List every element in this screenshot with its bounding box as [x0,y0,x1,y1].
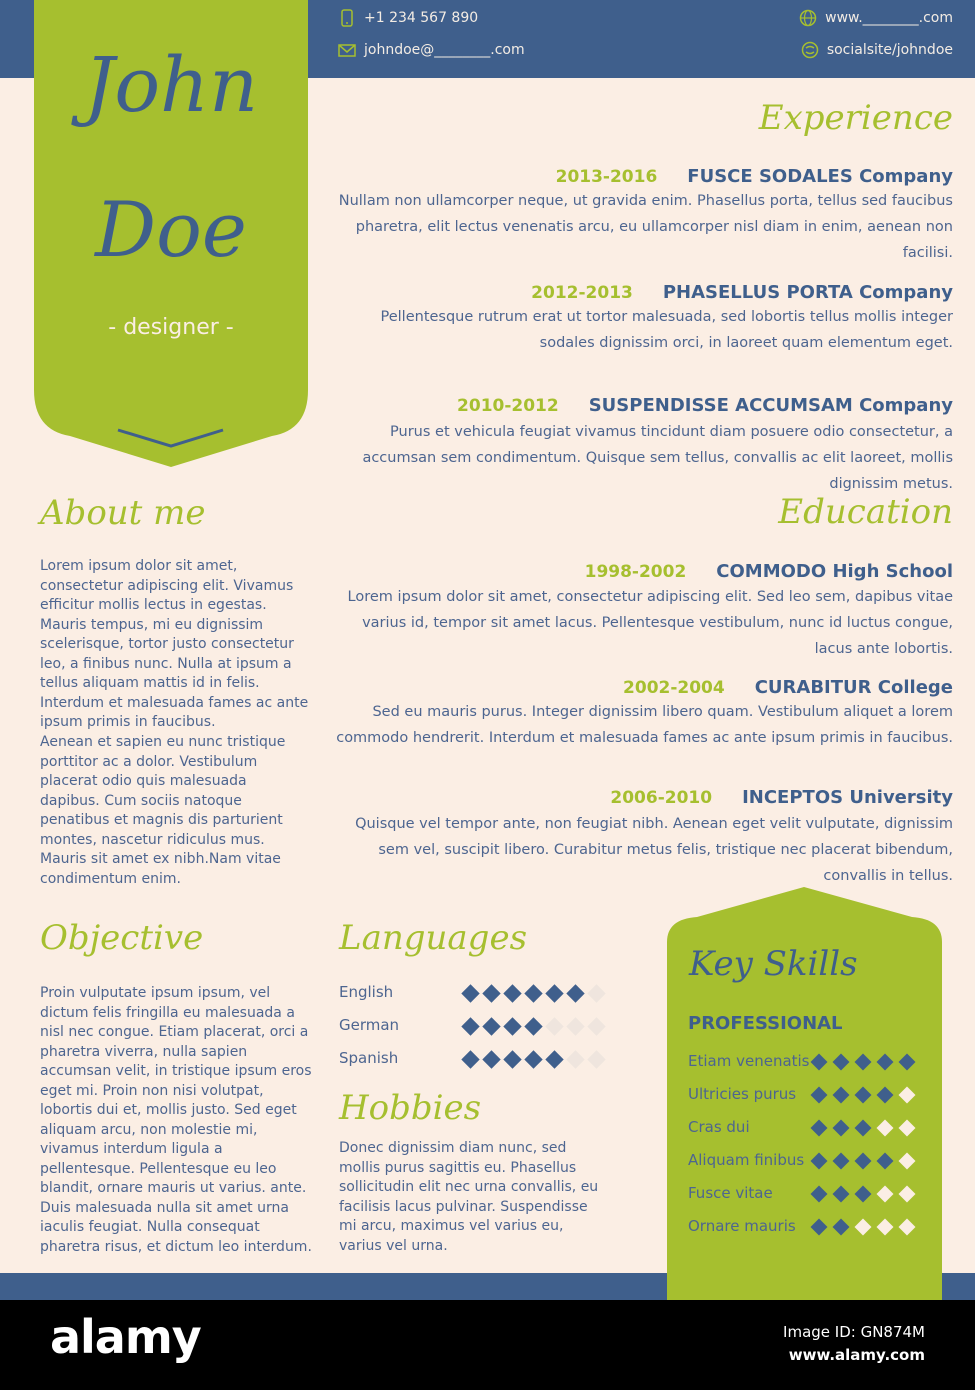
globe-icon [799,9,817,27]
experience-company: PHASELLUS PORTA Company [662,282,953,303]
rating-diamond [877,1186,894,1203]
rating-diamond [503,1017,521,1035]
skill-label: Cras dui [688,1118,750,1136]
objective-text: Proin vulputate ipsum ipsum, vel dictum felis fringilla eu malesuada a nisl nec congue. Etiam placerat, orci a pharetra viverra, nulla sapien accumsan velit, in tristique ipsum eros eget mi. Proin non nisi volutpat, lobortis dui et, mollis justo. Sed eget aliquam arcu, non molestie mi, vivamus interdum ligula a pellentesque. Pellentesque eu leo blandit, ornare mauris ut varius. ante. Duis malesuada nulla sit amet urna iaculis feugiat. Nulla consequat pharetra risus, et dictum leo interdum. [40,985,312,1255]
rating-diamond [833,1087,850,1104]
education-description: Lorem ipsum dolor sit amet, consectetur adipiscing elit. Sed leo sem, dapibus vitae varius id, tempor sit amet lacus. Pellentesque vestibulum, nunc id luctus congue, lacus ante lobortis. [347,589,953,657]
rating-diamond [833,1153,850,1170]
skill-rating [810,1056,916,1068]
rating-diamond [524,984,542,1002]
rating-diamond [855,1186,872,1203]
language-label: German [339,1016,400,1034]
rating-diamond [461,1050,479,1068]
about-paragraph: Aenean et sapien eu nunc tristique porttitor ac a dolor. Vestibulum placerat odio quis malesuada dapibus. Cum sociis natoque penatibus et magnis dis parturient montes, nascetur ridiculus mus. Mauris sit amet ex nibh.Nam vitae condimentum enim. [40,734,286,887]
about-paragraph: Lorem ipsum dolor sit amet, consectetur adipiscing elit. Vivamus efficitur mollis lectus in egestas. Mauris tempus, mi eu dignissim scelerisque, tortor justo consectetur leo, a finibus nunc. Nulla at ipsum a tellus aliquam mattis id in felis. Interdum et malesuada fames ac ante ipsum primis in faucibus. [40,558,309,730]
phone-contact [338,9,478,27]
rating-diamond [482,1017,500,1035]
rating-diamond [877,1120,894,1137]
rating-diamond [545,984,563,1002]
rating-diamond [899,1054,916,1071]
experience-item-head [556,166,953,187]
skill-rating [810,1122,916,1134]
languages-title: Languages [339,918,528,958]
education-title: Education [778,492,953,532]
rating-diamond [899,1219,916,1236]
hobbies-text: Donec dignissim diam nunc, sed mollis purus sagittis eu. Phasellus sollicitudin elit nec urna convallis, eu facilisis lacus pulvinar. Suspendisse mi arcu, maximus vel varius eu, varius vel urna. [339,1140,599,1254]
experience-years: 2013-2016 [555,167,658,187]
rating-diamond [855,1153,872,1170]
education-item-head [610,787,953,808]
rating-diamond [545,1050,563,1068]
education-years: 2002-2004 [623,678,725,698]
skill-label: Ornare mauris [688,1217,796,1235]
email-icon [338,41,356,59]
rating-diamond [899,1153,916,1170]
rating-diamond [833,1219,850,1236]
education-item-head [585,561,953,582]
skill-label: Ultricies purus [688,1085,797,1103]
social-icon [801,41,819,59]
experience-years: 2012-2013 [531,283,633,303]
experience-company: FUSCE SODALES Company [687,166,953,187]
email-contact [338,41,525,59]
language-rating [462,1053,605,1066]
rating-diamond [524,1050,542,1068]
education-years: 2006-2010 [610,788,713,808]
education-school: CURABITUR College [754,677,953,698]
job-role: - designer - [108,315,234,340]
rating-diamond [855,1054,872,1071]
skill-rating [810,1221,916,1233]
language-label: English [339,983,394,1001]
rating-diamond [566,1017,584,1035]
rating-diamond [855,1120,872,1137]
rating-diamond [566,1050,584,1068]
rating-diamond [461,1017,479,1035]
skill-label: Aliquam finibus [688,1151,805,1169]
education-item-head [623,677,953,698]
rating-diamond [811,1120,828,1137]
experience-item-head [531,282,953,303]
experience-years: 2010-2012 [457,396,559,416]
watermark-url: www.alamy.com [788,1346,925,1364]
first-name: John [83,40,259,129]
education-school: COMMODO High School [716,561,953,582]
rating-diamond [877,1087,894,1104]
website-contact [799,9,953,27]
objective-title: Objective [40,918,204,958]
rating-diamond [503,1050,521,1068]
language-rating [462,1020,605,1033]
about-title: About me [40,493,206,533]
watermark-logo: alamy [50,1310,201,1364]
rating-diamond [833,1120,850,1137]
email-text: johndoe@________.com [364,42,525,58]
education-years: 1998-2002 [584,562,687,582]
rating-diamond [524,1017,542,1035]
rating-diamond [811,1219,828,1236]
skill-label: Fusce vitae [688,1184,773,1202]
rating-diamond [899,1186,916,1203]
experience-description: Pellentesque rutrum erat ut tortor malesuada, sed lobortis tellus mollis integer sodales dignissim orci, in laoreet quam elementum eget. [380,309,953,351]
rating-diamond [833,1054,850,1071]
phone-text: +1 234 567 890 [364,10,479,26]
hobbies-title: Hobbies [339,1088,482,1128]
rating-diamond [833,1186,850,1203]
rating-diamond [482,984,500,1002]
experience-description: Purus et vehicula feugiat vivamus tincidunt diam posuere odio consectetur, a accumsan sem condimentum. Quisque sem tellus, convallis ac elit laoreet, mollis dignissim metus. [362,424,953,492]
rating-diamond [482,1050,500,1068]
experience-description: Nullam non ullamcorper neque, ut gravida enim. Phasellus porta, tellus sed faucibus pharetra, elit lectus venenatis arcu, eu ullamcorper nisl diam in enim, aenean non facilisi. [338,193,953,261]
rating-diamond [587,984,605,1002]
rating-diamond [503,984,521,1002]
rating-diamond [899,1120,916,1137]
rating-diamond [566,984,584,1002]
experience-company: SUSPENDISSE ACCUMSAM Company [588,395,953,416]
rating-diamond [587,1017,605,1035]
phone-icon [338,9,356,27]
watermark-image-id: Image ID: GN874M [783,1323,925,1341]
rating-diamond [877,1219,894,1236]
rating-diamond [899,1087,916,1104]
language-label: Spanish [339,1049,399,1067]
skill-rating [810,1089,916,1101]
rating-diamond [811,1153,828,1170]
experience-title: Experience [758,98,953,138]
last-name: Doe [95,185,247,274]
skill-rating [810,1188,916,1200]
rating-diamond [461,984,479,1002]
rating-diamond [811,1087,828,1104]
social-contact [801,41,953,59]
rating-diamond [587,1050,605,1068]
skill-label: Etiam venenatis [688,1052,810,1070]
rating-diamond [877,1153,894,1170]
social-text: socialsite/johndoe [826,42,953,58]
education-school: INCEPTOS University [742,787,953,808]
skill-rating [810,1155,916,1167]
rating-diamond [811,1186,828,1203]
rating-diamond [877,1054,894,1071]
education-description: Quisque vel tempor ante, non feugiat nibh. Aenean eget velit vulputate, dignissim sem vel, suscipit libero. Curabitur metus felis, tristique nec placerat bibendum, convallis in tellus. [355,816,953,884]
education-description: Sed eu mauris purus. Integer dignissim libero quam. Vestibulum aliquet a lorem commodo hendrerit. Interdum et malesuada fames ac ante ipsum primis in faucibus. [336,704,953,746]
website-text: www.________.com [825,10,953,26]
rating-diamond [811,1054,828,1071]
skills-subtitle: PROFESSIONAL [688,1013,843,1034]
language-rating [462,987,605,1000]
rating-diamond [855,1087,872,1104]
rating-diamond [855,1219,872,1236]
experience-item-head [457,395,953,416]
skills-title: Key Skills [689,944,858,984]
rating-diamond [545,1017,563,1035]
